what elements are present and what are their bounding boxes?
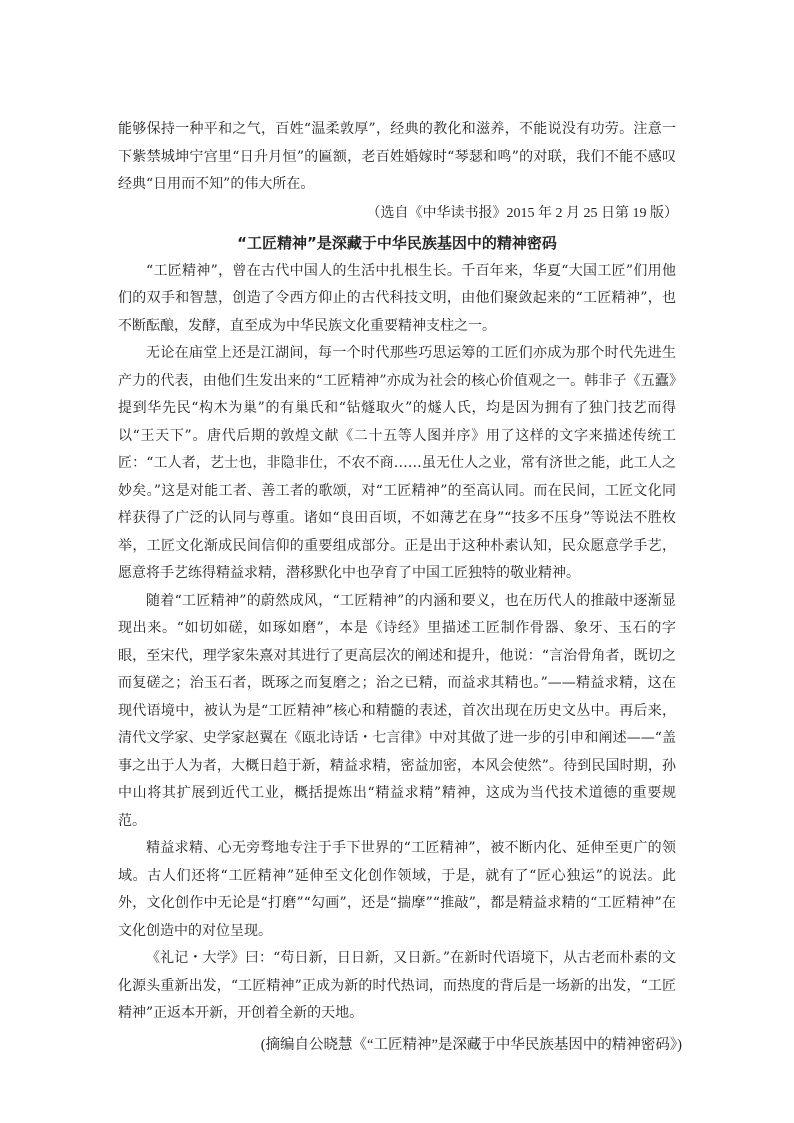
article-paragraph-2: 无论在庙堂上还是江湖间，每一个时代那些巧思运筹的工匠们亦成为那个时代先进生产力的代表，由他们生发出来的“工匠精神”亦成为社会的核心价值观之一。韩非子《五蠹》提到华先民“构木为巢”的有巢氏和“钻燧取火”的燧人氏，均是因为拥有了独门技艺而得以“王天下”。唐代后期的敦煌文献《二十五等人图并序》用了这样的文字来描述传统工匠：“工人者，艺士也，非隐非仕，不农不商……虽无仕人之业，常有济世之能，此工人之妙矣。”这是对能工者、善工者的歌颂，对“工匠精神”的至高认同。而在民间，工匠文化同样获得了广泛的认同与尊重。诸如“良田百顷，不如薄艺在身”“技多不压身”等说法不胜枚举，工匠文化渐成民间信仰的重要组成部分。正是出于这种朴素认知，民众愿意学手艺，愿意将手艺练得精益求精，潜移默化中也孕育了中国工匠独特的敬业精神。 [118, 345, 676, 581]
article-title: “工匠精神”是深藏于中华民族基因中的精神密码 [237, 233, 557, 252]
article-paragraph-1: “工匠精神”，曾在古代中国人的生活中扎根生长。千百年来，华夏“大国工匠”们用他们的双手和智慧，创造了令西方仰止的古代科技文明，由他们聚敛起来的“工匠精神”，也不断酝酿，发酵，直至成为中华民族文化重要精神支柱之一。 [118, 262, 676, 334]
article-paragraph-4: 精益求精、心无旁骛地专注于手下世界的“工匠精神”，被不断内化、延伸至更广的领域。古人们还将“工匠精神”延伸至文化创作领域，于是，就有了“匠心独运”的说法。此外，文化创作中无论是“打磨”“勾画”，还是“揣摩”“推敲”，都是精益求精的“工匠精神”在文化创造中的对位呈现。 [118, 840, 676, 939]
article-source: (摘编自公晓慧《“工匠精神”是深藏于中华民族基因中的精神密码》) [260, 1036, 682, 1053]
article-paragraph-3: 随着“工匠精神”的蔚然成风，“工匠精神”的内涵和要义，也在历代人的推敲中逐渐显现出来。“如切如磋，如琢如磨”，本是《诗经》里描述工匠制作骨器、象牙、玉石的字眼，至宋代，理学家朱熹对其进行了更高层次的阐述和提升，他说：“言治骨角者，既切之而复磋之；治玉石者，既琢之而复磨之；治之已精，而益求其精也。”——精益求精，这在现代语境中，被认为是“工匠精神”核心和精髓的表述，首次出现在历史文丛中。再后来，清代文学家、史学家赵翼在《瓯北诗话・七言律》中对其做了进一步的引申和阐述——“盖事之出于人为者，大概日趋于新，精益求精，密益加密，本风会使然”。待到民国时期，孙中山将其扩展到近代工业，概括提炼出“精益求精”精神，这成为当代技术道德的重要规范。 [118, 592, 676, 829]
article-paragraph-5: 《礼记・大学》曰：“苟日新，日日新，又日新。”在新时代语境下，从古老而朴素的文化源头重新出发，“工匠精神”正成为新的时代热词，而热度的背后是一场新的出发，“工匠精神”正返本开新，开创着全新的天地。 [118, 950, 676, 1021]
document-page [118, 116, 682, 1058]
continued-paragraph: 能够保持一种平和之气，百姓“温柔敦厚”，经典的教化和滋养，不能说没有功劳。注意一下紫禁城坤宁宫里“日升月恒”的匾额，老百姓婚嫁时“琴瑟和鸣”的对联，我们不能不感叹经典“日用而不知”的伟大所在。 [118, 121, 676, 192]
source-citation: （选自《中华读书报》2015 年 2 月 25 日第 19 版） [366, 205, 678, 221]
